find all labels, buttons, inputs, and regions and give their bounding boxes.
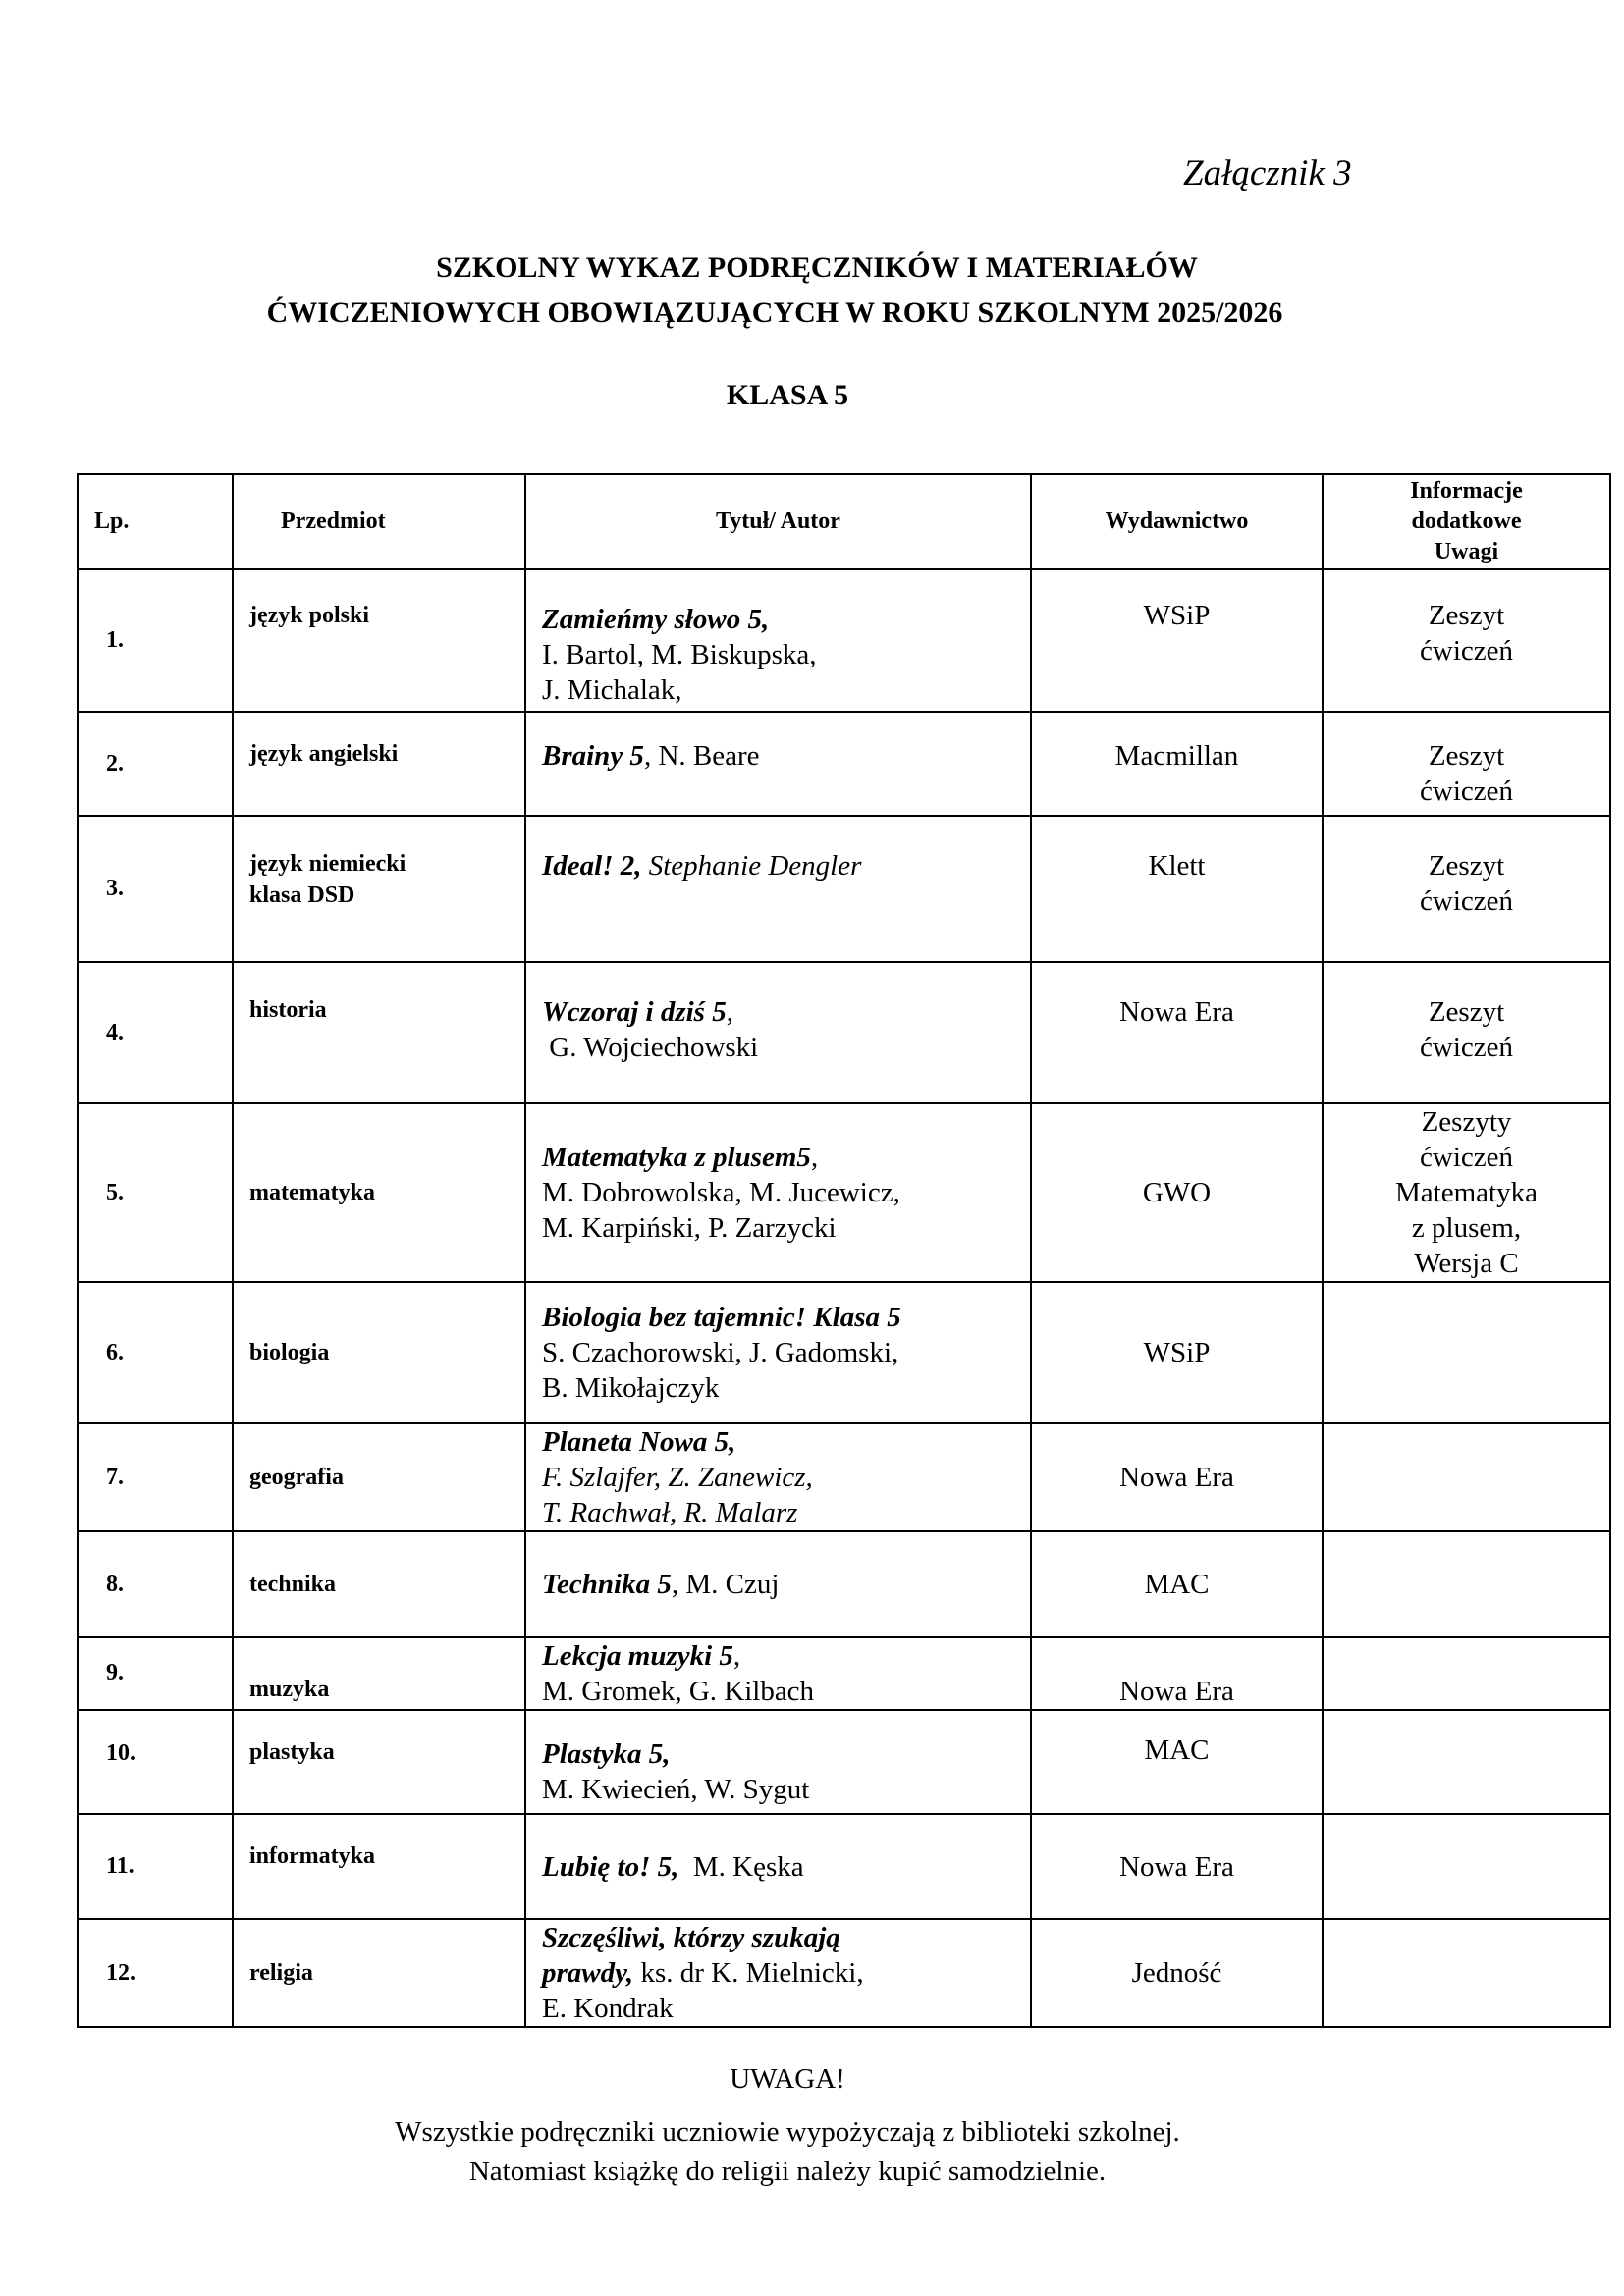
row-publisher: Macmillan xyxy=(1031,712,1323,816)
note-line: Zeszyt xyxy=(1428,996,1505,1028)
subject-line: informatyka xyxy=(249,1843,375,1869)
row-publisher: Nowa Era xyxy=(1031,962,1323,1103)
table-row xyxy=(78,1282,1610,1423)
book-title: Matematyka z plusem5 xyxy=(542,1142,811,1173)
author-line: I. Bartol, M. Biskupska, xyxy=(542,639,817,670)
row-subject xyxy=(233,1423,525,1531)
footer-heading: UWAGA! xyxy=(730,2063,845,2095)
author-inline: ks. dr K. Mielnicki, xyxy=(633,1957,864,1989)
subject-line: klasa DSD xyxy=(249,882,355,908)
author-line: B. Mikołajczyk xyxy=(542,1372,720,1404)
row-note xyxy=(1323,1637,1610,1710)
row-subject xyxy=(233,1919,525,2027)
author-inline: , xyxy=(732,1640,741,1672)
author-line: M. Dobrowolska, M. Jucewicz, xyxy=(542,1177,900,1208)
book-title: Planeta Nowa 5, xyxy=(542,1426,736,1458)
row-subject xyxy=(233,1282,525,1423)
row-publisher: MAC xyxy=(1031,1531,1323,1637)
row-publisher: Nowa Era xyxy=(1031,1423,1323,1531)
author-inline: , xyxy=(810,1142,819,1173)
book-title: Plastyka 5, xyxy=(542,1738,671,1770)
note-line: z plusem, xyxy=(1411,1212,1522,1244)
table-row xyxy=(78,1423,1610,1531)
row-note xyxy=(1323,816,1610,962)
row-subject xyxy=(233,712,525,816)
header-notes xyxy=(1323,474,1610,569)
author-line: M. Karpiński, P. Zarzycki xyxy=(542,1212,837,1244)
book-title: Brainy 5 xyxy=(542,740,644,772)
row-title-author xyxy=(525,569,1031,712)
book-title: Lubię to! 5, xyxy=(542,1850,679,1883)
author-line: F. Szlajfer, Z. Zanewicz, xyxy=(542,1462,813,1493)
row-publisher: GWO xyxy=(1031,1103,1323,1282)
subject-line: geografia xyxy=(249,1465,344,1490)
row-note xyxy=(1323,1531,1610,1637)
row-title-author xyxy=(525,1282,1031,1423)
row-number: 1. xyxy=(78,569,233,712)
table-row xyxy=(78,712,1610,816)
row-subject xyxy=(233,1814,525,1919)
table-row xyxy=(78,1919,1610,2027)
subject-line: język polski xyxy=(249,603,370,628)
row-title-author xyxy=(525,1423,1031,1531)
table-row xyxy=(78,962,1610,1103)
row-subject xyxy=(233,962,525,1103)
book-title-continued: prawdy, xyxy=(542,1957,634,1989)
row-number: 4. xyxy=(78,962,233,1103)
textbook-table xyxy=(77,473,1611,2028)
annex-label: Załącznik 3 xyxy=(1183,153,1352,193)
note-line: ćwiczeń xyxy=(1420,635,1513,667)
author-inline: , M. Czuj xyxy=(671,1569,780,1600)
book-title: Ideal! 2, xyxy=(542,850,642,881)
row-title-author xyxy=(525,1103,1031,1282)
book-title: Szczęśliwi, którzy szukają xyxy=(542,1922,840,1953)
footer-line: Natomiast książkę do religii należy kupić samodzielnie. xyxy=(468,2156,1107,2187)
header-notes-line: Informacje xyxy=(1410,478,1523,504)
author-inline: M. Kęska xyxy=(678,1850,804,1883)
note-line: Matematyka xyxy=(1395,1177,1538,1208)
row-note xyxy=(1323,712,1610,816)
row-title-author xyxy=(525,1531,1031,1637)
author-line: M. Kwiecień, W. Sygut xyxy=(542,1774,810,1805)
subject-line: biologia xyxy=(249,1340,330,1365)
note-line: ćwiczeń xyxy=(1420,1142,1513,1173)
subject-line: technika xyxy=(249,1572,337,1597)
note-line: ćwiczeń xyxy=(1420,775,1513,807)
row-note xyxy=(1323,1814,1610,1919)
header-title-author: Tytuł/ Autor xyxy=(525,474,1031,569)
row-title-author xyxy=(525,1814,1031,1919)
row-title-author xyxy=(525,1919,1031,2027)
table-header-row xyxy=(78,474,1610,569)
subject-line: historia xyxy=(249,997,327,1023)
row-subject xyxy=(233,1531,525,1637)
author-inline: Stephanie Dengler xyxy=(641,850,862,881)
table-row xyxy=(78,1103,1610,1282)
row-number: 5. xyxy=(78,1103,233,1282)
row-note xyxy=(1323,1103,1610,1282)
row-number: 10. xyxy=(78,1710,233,1814)
subject-line: język angielski xyxy=(249,741,399,767)
table-row xyxy=(78,1814,1610,1919)
note-line: Zeszyt xyxy=(1428,850,1505,881)
book-title: Lekcja muzyki 5 xyxy=(542,1640,733,1672)
author-line: E. Kondrak xyxy=(542,1993,674,2024)
row-note xyxy=(1323,1423,1610,1531)
row-note xyxy=(1323,569,1610,712)
row-title-author xyxy=(525,1710,1031,1814)
row-note xyxy=(1323,1919,1610,2027)
book-title: Zamieńmy słowo 5, xyxy=(542,604,770,635)
author-line: T. Rachwał, R. Malarz xyxy=(542,1497,798,1528)
header-publisher: Wydawnictwo xyxy=(1031,474,1323,569)
table-row xyxy=(78,569,1610,712)
header-lp: Lp. xyxy=(78,474,233,569)
book-title: Biologia bez tajemnic! Klasa 5 xyxy=(542,1302,901,1333)
author-line: M. Gromek, G. Kilbach xyxy=(542,1676,815,1707)
document-title-line-1: SZKOLNY WYKAZ PODRĘCZNIKÓW I MATERIAŁÓW xyxy=(436,251,1198,284)
row-note xyxy=(1323,1710,1610,1814)
row-title-author xyxy=(525,712,1031,816)
row-publisher: Jedność xyxy=(1031,1919,1323,2027)
author-inline: , xyxy=(726,996,733,1028)
row-subject xyxy=(233,1103,525,1282)
row-number: 12. xyxy=(78,1919,233,2027)
note-line: ćwiczeń xyxy=(1420,885,1513,917)
note-line: Zeszyt xyxy=(1428,740,1505,772)
row-note xyxy=(1323,962,1610,1103)
row-title-author xyxy=(525,962,1031,1103)
subject-line: matematyka xyxy=(249,1180,375,1205)
note-line: ćwiczeń xyxy=(1420,1032,1513,1063)
subject-line: muzyka xyxy=(249,1677,330,1702)
note-line: Wersja C xyxy=(1414,1248,1519,1279)
author-line: G. Wojciechowski xyxy=(542,1032,759,1063)
row-note xyxy=(1323,1282,1610,1423)
subject-line: plastyka xyxy=(249,1739,335,1765)
author-line: J. Michalak, xyxy=(542,674,682,706)
row-publisher: MAC xyxy=(1031,1710,1323,1814)
row-subject xyxy=(233,569,525,712)
note-line: Zeszyt xyxy=(1428,600,1505,631)
row-number: 6. xyxy=(78,1282,233,1423)
row-subject xyxy=(233,1710,525,1814)
row-subject xyxy=(233,816,525,962)
row-number: 11. xyxy=(78,1814,233,1919)
row-title-author xyxy=(525,1637,1031,1710)
author-inline: , N. Beare xyxy=(643,740,760,772)
table-row xyxy=(78,816,1610,962)
row-title-author xyxy=(525,816,1031,962)
row-publisher: WSiP xyxy=(1031,569,1323,712)
row-number: 2. xyxy=(78,712,233,816)
row-subject xyxy=(233,1637,525,1710)
row-number: 7. xyxy=(78,1423,233,1531)
table-row xyxy=(78,1710,1610,1814)
row-publisher: Nowa Era xyxy=(1031,1814,1323,1919)
class-label: KLASA 5 xyxy=(726,379,849,411)
row-publisher: WSiP xyxy=(1031,1282,1323,1423)
header-notes-line: dodatkowe xyxy=(1411,508,1522,534)
note-line: Zeszyty xyxy=(1421,1106,1512,1138)
row-number: 8. xyxy=(78,1531,233,1637)
book-title: Technika 5 xyxy=(542,1569,672,1600)
author-line: S. Czachorowski, J. Gadomski, xyxy=(542,1337,899,1368)
row-number: 9. xyxy=(78,1637,233,1710)
book-title: Wczoraj i dziś 5 xyxy=(542,996,727,1028)
table-row xyxy=(78,1531,1610,1637)
footer-line: Wszystkie podręczniki uczniowie wypożyczają z biblioteki szkolnej. xyxy=(395,2116,1180,2148)
row-publisher: Nowa Era xyxy=(1031,1637,1323,1710)
header-subject: Przedmiot xyxy=(233,474,525,569)
document-title-line-2: ĆWICZENIOWYCH OBOWIĄZUJĄCYCH W ROKU SZKOLNYM 2025/2026 xyxy=(266,296,1283,329)
subject-line: język niemiecki xyxy=(249,851,406,877)
header-notes-line: Uwagi xyxy=(1434,539,1499,564)
row-publisher: Klett xyxy=(1031,816,1323,962)
row-number: 3. xyxy=(78,816,233,962)
subject-line: religia xyxy=(249,1960,313,1986)
table-row xyxy=(78,1637,1610,1710)
document-title xyxy=(0,245,1624,336)
footer-note xyxy=(0,2059,1624,2191)
